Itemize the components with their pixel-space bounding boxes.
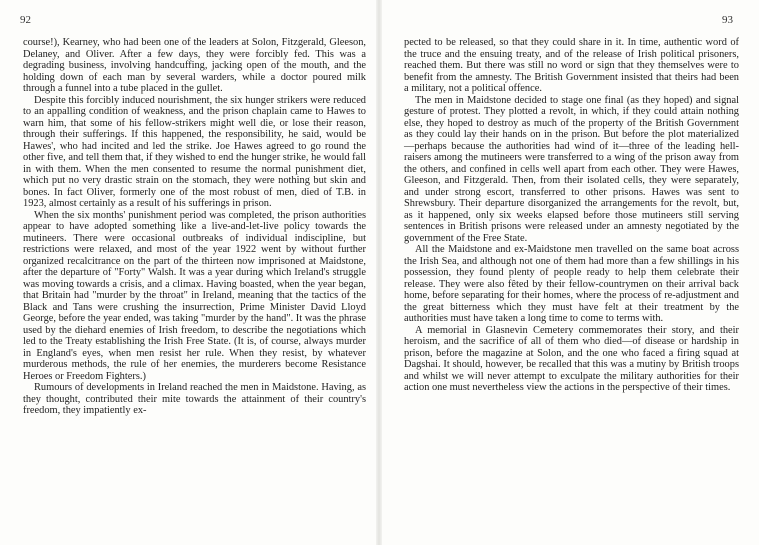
paragraph: All the Maidstone and ex-Maidstone men travelled on the same boat across the Irish Sea, and although not one of them had more than a few shillings in his possession, they found plenty of people ready to help them celebrate their release. They were also fêted by their fellow-countrymen on their arrival back home, before separating for their homes, where the process of re-adjustment and the great bitterness which they must have felt at their treatment by the authorities must have taken a long time to come to terms with. [404, 244, 739, 324]
page-number: 93 [722, 14, 733, 26]
paragraph: pected to be released, so that they could share in it. In time, authentic word of the truce and the ensuing treaty, and of the release of Irish political prisoners, reached them. But there was still no word or sign that they themselves were to benefit from the amnesty. The British Government insisted that theirs had been a military, not a political offence. [404, 37, 739, 94]
paragraph: course!), Kearney, who had been one of the leaders at Solon, Fitzgerald, Gleeson, Delaney, and Oliver. After a few days, they were forcibly fed. This was a degrading business, involving handcuffing, jacking open of the mouth, and the holding down of each man by several warders, while a doctor poured milk through a funnel into a tube placed in the gullet. [23, 37, 366, 94]
paragraph: Despite this forcibly induced nourishment, the six hunger strikers were reduced to an appalling condition of weakness, and the prison chaplain came to Hawes to warn him, that some of his fellow-strikers might well die, or lose their reason, through their sufferings. If this happened, the responsibility, he said, would be Hawes', who had incited and led the strike. Joe Hawes agreed to go round the other five, and tell them that, if they wished to end the hunger strike, he would fall in with them. When the men consented to resume the normal punishment diet, which put no very drastic strain on the stomach, they were nothing but skin and bones. In fact Oliver, formerly one of the most robust of men, died of T.B. in 1923, almost certainly as a result of his sufferings in prison. [23, 94, 366, 209]
right-page [382, 0, 759, 545]
page-body [23, 37, 366, 417]
paragraph: Rumours of developments in Ireland reached the men in Maidstone. Having, as they thought, contributed their mite towards the attainment of their country's freedom, they impatiently ex- [23, 382, 366, 416]
left-page [0, 0, 378, 545]
paragraph: When the six months' punishment period was completed, the prison authorities appear to have adopted something like a live-and-let-live policy towards the mutineers. There were occasional outbreaks of individual indiscipline, but restrictions were relaxed, and most of the year 1922 went by without further organized recalcitrance on the part of the thirteen now imprisoned at Maidstone, after the departure of "Forty" Walsh. It was a year during which Ireland's struggle was moving towards a crisis, and a climax. Having boasted, when the year began, that Britain had "murder by the throat" in Ireland, meaning that the tactics of the Black and Tans were crushing the insurrection, Prime Minister David Lloyd George, before the year ended, was taking "murder by the hand". It was the phrase used by the diehard enemies of Irish freedom, to describe the negotiations which led to the Treaty establishing the Irish Free State. (It is, of course, always murder in England's eyes, when men resist her rule. When they resist, by whatever murderous methods, the rule of her enemies, the murderers become Resistance Heroes or Freedom Fighters.) [23, 209, 366, 382]
page-body [404, 37, 739, 394]
page-number: 92 [20, 14, 31, 26]
paragraph: The men in Maidstone decided to stage one final (as they hoped) and signal gesture of protest. They plotted a revolt, in which, if they could attain nothing else, they hoped to destroy as much of the property of the British Government as they could lay their hands on in the prison. But before the plot materialized —perhaps because the authorities had wind of it—three of the leading hell-raisers among the mutineers were transferred to a wing of the prison away from the others, and confined in cells well apart from each other. They were Hawes, Gleeson, and Fitzgerald. Then, from their isolated cells, they were separately, and under strong escort, transferred to other prisons. Hawes was sent to Shrewsbury. Their departure disorganized the arrangements for the revolt, but, as it happened, only six weeks elapsed before those mutineers still serving sentences in British prisons were released under an amnesty negotiated by the government of the Free State. [404, 94, 739, 244]
paragraph: A memorial in Glasnevin Cemetery commemorates their story, and their heroism, and the sacrifice of all of them who died—of disease or hardship in prison, before the magazine at Solon, and the one who faced a firing squad at Dagshai. It should, however, be recalled that this was a mutiny by British troops and whilst we will never attempt to exculpate the military authorities for their action one must nevertheless view the actions in the perspective of their times. [404, 324, 739, 393]
